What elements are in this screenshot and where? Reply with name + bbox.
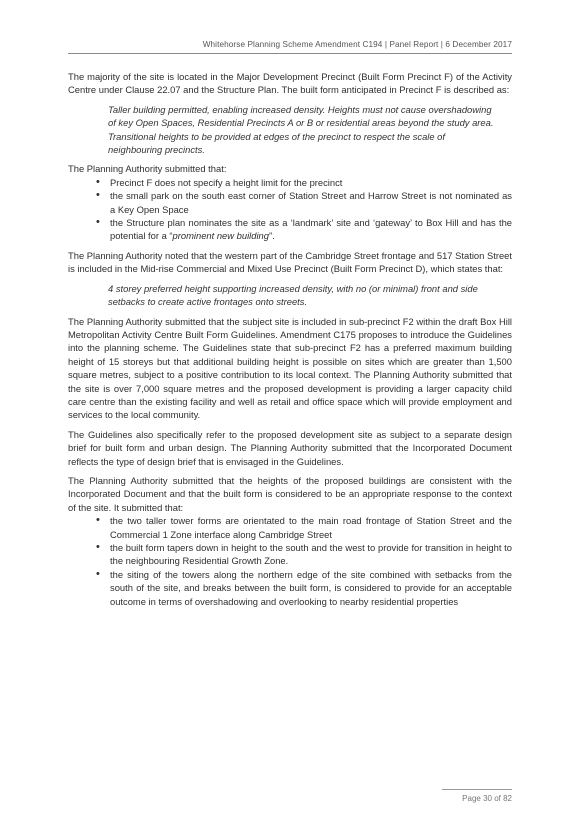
paragraph-sub-precinct-f2: The Planning Authority submitted that the subject site is included in sub-precinct F2 within the draft Box Hill Metropolitan Activity Centre Built Form Guidelines. Amendment C175 proposes to introduce the Guidelines into the planning scheme. The Guidelines state that sub-precinct F2 has a preferred maximum building height of 15 storeys but that additional building height is possible on sites which are greater than 1,500 square metres, subject to a positive contribution to its local context. The Planning Authority submitted that the site is over 7,000 square metres and the proposed development is providing a larger capacity child care centre than the existing facility and well as retail and office space which will provide employment and services to the local community. [68, 315, 512, 421]
bullet-list-submissions [68, 176, 512, 243]
list-item [110, 216, 512, 243]
page-number: Page 30 of 82 [462, 794, 512, 803]
list-item-text: the Structure plan nominates the site as a ‘landmark’ site and ‘gateway’ to Box Hill and has the potential for a “ [110, 217, 512, 242]
list-item: • the siting of the towers along the northern edge of the site combined with setbacks from the south of the site, and breaks between the built form, is considered to provide for an acceptable outcome in terms of overshadowing and overlooking to nearby residential properties [110, 568, 512, 608]
list-item-text-end: ”. [268, 230, 275, 242]
quote-precinct-f: Taller building permitted, enabling increased density. Heights must not cause overshadowing of key Open Spaces, Residential Precincts A or B or residential areas beyond the study area. Transitional heights to be provided at edges of the precinct to respect the scale of neighbouring precincts. [108, 103, 494, 156]
paragraph-submitted-that: The Planning Authority submitted that: [68, 163, 227, 175]
list-item: • the built form tapers down in height to the south and the west to provide for transition in height to the neighbouring Residential Growth Zone. [110, 541, 512, 568]
list-item-italic-text: prominent new building [172, 230, 269, 242]
list-item: • Precinct F does not specify a height limit for the precinct [110, 176, 512, 189]
paragraph-precinct-f: The majority of the site is located in the Major Development Precinct (Built Form Precinct F) of the Activity Centre under Clause 22.07 and the Structure Plan. The built form anticipated in Precinct F is described as: [68, 71, 512, 96]
document-body [68, 70, 512, 614]
list-item: • the small park on the south east corner of Station Street and Harrow Street is not nominated as a Key Open Space [110, 189, 512, 216]
running-header: Whitehorse Planning Scheme Amendment C194 | Panel Report | 6 December 2017 [202, 40, 512, 49]
paragraph-guidelines: The Guidelines also specifically refer to the proposed development site as subject to a separate design brief for built form and urban design. The Planning Authority submitted that the Incorporated Document reflects the type of design brief that is envisaged in the Guidelines. [68, 428, 512, 467]
paragraph-precinct-d: The Planning Authority noted that the western part of the Cambridge Street frontage and 517 Station Street is included in the Mid-rise Commercial and Mixed Use Precinct (Built Form Precinct D), which states that: [68, 249, 512, 275]
list-item: • the two taller tower forms are orientated to the main road frontage of Station Street and the Commercial 1 Zone interface along Cambridge Street [110, 514, 512, 541]
header-divider [68, 53, 512, 54]
paragraph-heights: The Planning Authority submitted that the heights of the proposed buildings are consistent with the Incorporated Document and that the built form is considered to be an appropriate response to the context of the site. It submitted that: [68, 474, 512, 513]
bullet-list-built-form [68, 514, 512, 608]
quote-precinct-d: 4 storey preferred height supporting increased density, with no (or minimal) front and side setbacks to create active frontages onto streets. [108, 282, 478, 308]
footer-divider [442, 789, 512, 790]
